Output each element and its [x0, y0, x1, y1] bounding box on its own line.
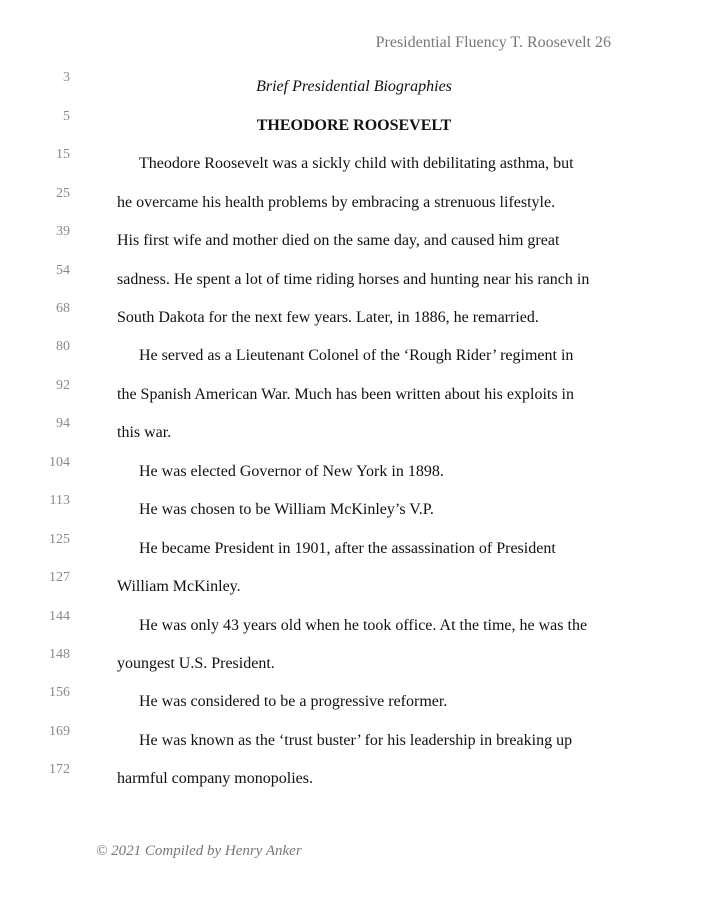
line-subtitle [0, 70, 703, 102]
text-line [0, 416, 703, 448]
line-number: 15 [56, 147, 70, 162]
line-text: Theodore Roosevelt was a sickly child with debilitating asthma, but [139, 155, 574, 172]
text-line [0, 339, 703, 371]
line-number: 113 [49, 493, 70, 508]
line-number: 125 [49, 532, 70, 547]
text-line [0, 724, 703, 756]
document-title: THEODORE ROOSEVELT [256, 117, 452, 134]
line-text: youngest U.S. President. [117, 655, 275, 672]
text-line [0, 263, 703, 295]
copyright-footer: © 2021 Compiled by Henry Anker [96, 843, 302, 859]
line-text: He became President in 1901, after the assassination of President [139, 540, 556, 557]
document-subtitle: Brief Presidential Biographies [256, 78, 452, 95]
line-text: He was known as the ‘trust buster’ for his leadership in breaking up [139, 732, 573, 749]
line-text: sadness. He spent a lot of time riding horses and hunting near his ranch in [117, 271, 590, 288]
text-line [0, 647, 703, 679]
text-line [0, 378, 703, 410]
text-line [0, 301, 703, 333]
line-number: 68 [56, 301, 70, 316]
text-line [0, 493, 703, 525]
text-line [0, 532, 703, 564]
line-text: harmful company monopolies. [117, 770, 313, 787]
line-text: He served as a Lieutenant Colonel of the ‘Rough Rider’ regiment in [139, 347, 574, 364]
line-text: He was only 43 years old when he took office. At the time, he was the [139, 617, 588, 634]
line-number: 169 [49, 724, 70, 739]
line-text: the Spanish American War. Much has been written about his exploits in [117, 386, 574, 403]
text-line [0, 570, 703, 602]
line-number: 148 [49, 647, 70, 662]
text-line [0, 455, 703, 487]
text-line [0, 186, 703, 218]
line-number: 39 [56, 224, 70, 239]
line-text: He was chosen to be William McKinley’s V.P. [139, 501, 434, 518]
line-number: 3 [63, 70, 70, 85]
text-line [0, 224, 703, 256]
line-number: 144 [49, 609, 70, 624]
line-number: 127 [49, 570, 70, 585]
line-text: He was considered to be a progressive reformer. [139, 693, 448, 710]
line-text: William McKinley. [117, 578, 241, 595]
line-number: 104 [49, 455, 70, 470]
line-number: 5 [63, 109, 70, 124]
line-text: His first wife and mother died on the same day, and caused him great [117, 232, 560, 249]
text-line [0, 147, 703, 179]
text-line [0, 762, 703, 794]
line-number: 54 [56, 263, 70, 278]
line-text: He was elected Governor of New York in 1898. [139, 463, 444, 480]
line-number: 172 [49, 762, 70, 777]
line-title [0, 109, 703, 141]
running-head: Presidential Fluency T. Roosevelt 26 [375, 34, 611, 51]
line-number: 80 [56, 339, 70, 354]
text-line [0, 609, 703, 641]
line-number: 92 [56, 378, 70, 393]
line-text: this war. [117, 424, 172, 441]
text-line [0, 685, 703, 717]
line-number: 94 [56, 416, 70, 431]
line-number: 156 [49, 685, 70, 700]
line-text: he overcame his health problems by embracing a strenuous lifestyle. [117, 194, 556, 211]
line-text: South Dakota for the next few years. Later, in 1886, he remarried. [117, 309, 539, 326]
line-number: 25 [56, 186, 70, 201]
